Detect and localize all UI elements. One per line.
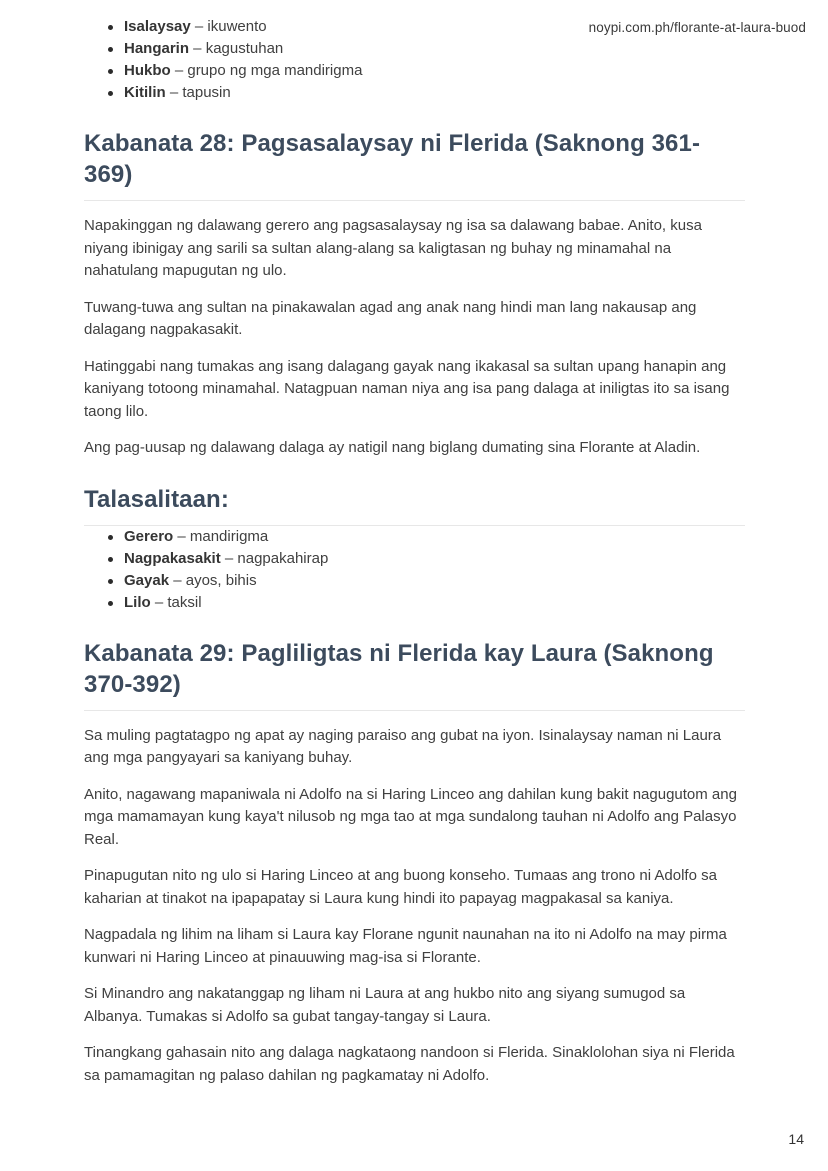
paragraph: Nagpadala ng lihim na liham si Laura kay Florane ngunit naunahan na ito ni Adolfo na may pirma kunwari ni Haring Linceo at pinauuwing mag-isa si Florante. — [84, 926, 727, 966]
vocab-term: Gerero — [124, 527, 174, 545]
vocab-term: Kitilin — [124, 84, 166, 101]
section-heading-kabanata-29: Kabanata 29: Pagliligtas ni Flerida kay Laura (Saknong 370-392) — [84, 638, 745, 711]
paragraph: Tinangkang gahasain nito ang dalaga nagkataong nandoon si Flerida. Sinaklolohan siya ni Flerida sa pamamagitan ng palaso dahilan ng pagkamatay ni Adolfo. — [84, 1044, 735, 1084]
vocab-definition: – taksil — [150, 593, 202, 611]
list-item — [110, 570, 745, 592]
vocab-definition: – kagustuhan — [189, 40, 284, 57]
paragraph: Napakinggan ng dalawang gerero ang pagsasalaysay ng isa sa dalawang babae. Anito, kusa niyang ibinigay ang sarili sa sultan alang-alang sa kaligtasan ng buhay ng minamahal na nahatulang mapugutan ng ulo. — [84, 217, 702, 279]
list-item — [110, 16, 745, 38]
vocab-list-top — [84, 16, 745, 104]
paragraph: Si Minandro ang nakatanggap ng liham ni Laura at ang hukbo nito ang siyang sumugod sa Albanya. Tumakas si Adolfo sa gubat tangay-tangay si Laura. — [84, 985, 686, 1025]
paragraph: Anito, nagawang mapaniwala ni Adolfo na si Haring Linceo ang dahilan kung bakit nagugutom ang mga mamamayan kung kaya't nilusob ng mga tao at mga sundalong tauhan ni Adolfo ang Palasyo Real. — [84, 785, 737, 848]
page-number: 14 — [788, 1131, 804, 1147]
vocab-definition: – tapusin — [165, 84, 231, 101]
vocab-term: Lilo — [124, 593, 151, 611]
vocab-list-talasalitaan — [84, 526, 745, 614]
vocab-term: Gayak — [124, 571, 170, 589]
vocab-definition: – nagpakahirap — [220, 549, 329, 567]
vocab-definition: – ayos, bihis — [169, 571, 257, 589]
section-heading-talasalitaan: Talasalitaan: — [84, 484, 745, 526]
vocab-term: Hukbo — [124, 62, 171, 79]
list-item — [110, 548, 745, 570]
source-url-text: noypi.com.ph/florante-at-laura-buod — [588, 20, 806, 35]
paragraph: Pinapugutan nito ng ulo si Haring Linceo at ang buong konseho. Tumaas ang trono ni Adolfo sa kaharian at tinakot na ipapapatay si Laura kung hindi ito papayag magpakasal sa kaniya. — [84, 867, 717, 907]
paragraph: Hatinggabi nang tumakas ang isang dalagang gayak nang ikakasal sa sultan upang hanapin ang kaniyang totoong minamahal. Natagpuan naman niya ang isa pang dalaga at iniligtas ito sa isang taong lilo. — [84, 357, 730, 420]
list-item — [110, 592, 745, 614]
vocab-term: Nagpakasakit — [124, 549, 221, 567]
paragraph: Tuwang-tuwa ang sultan na pinakawalan agad ang anak nang hindi man lang nakausap ang dalagang nagpakasakit. — [84, 298, 697, 338]
vocab-definition: – ikuwento — [190, 18, 267, 35]
paragraph: Sa muling pagtatagpo ng apat ay naging paraiso ang gubat na iyon. Isinalaysay naman ni Laura ang mga pangyayari sa kaniyang buhay. — [84, 726, 722, 766]
list-item — [110, 60, 745, 82]
vocab-term: Hangarin — [124, 40, 190, 57]
list-item — [110, 38, 745, 60]
section-heading-kabanata-28: Kabanata 28: Pagsasalaysay ni Flerida (Saknong 361-369) — [84, 128, 745, 201]
list-item — [110, 526, 745, 548]
vocab-term: Isalaysay — [124, 18, 191, 35]
list-item — [110, 82, 745, 104]
paragraph: Ang pag-uusap ng dalawang dalaga ay natigil nang biglang dumating sina Florante at Aladin. — [84, 439, 701, 456]
vocab-definition: – grupo ng mga mandirigma — [170, 62, 363, 79]
vocab-definition: – mandirigma — [173, 527, 269, 545]
